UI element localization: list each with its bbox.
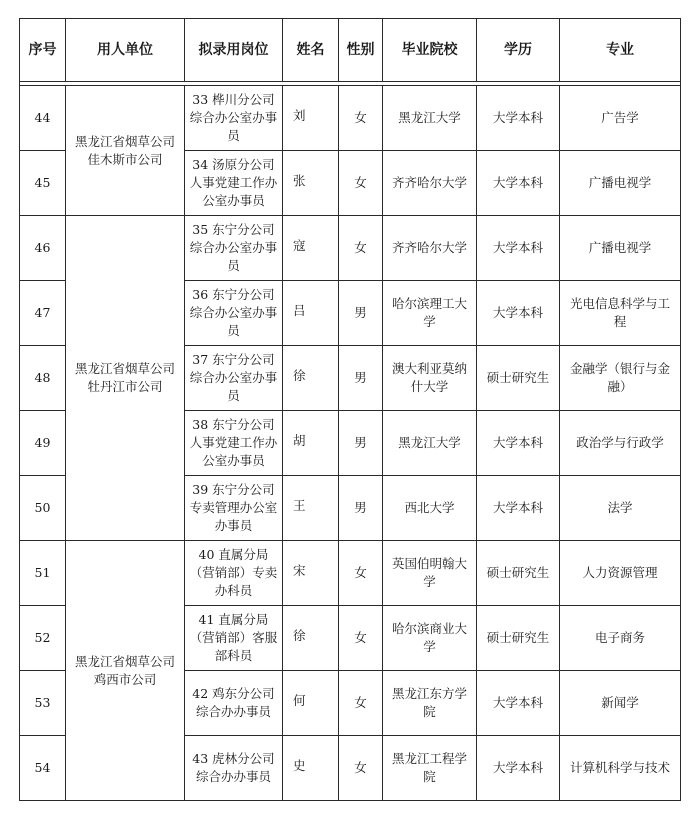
cell-gender: 女 [339,541,383,606]
cell-school: 齐齐哈尔大学 [383,216,477,281]
cell-name-text: 吕 [293,302,306,318]
cell-name-text: 胡 [293,432,306,448]
cell-name [283,606,339,671]
cell-no: 54 [20,736,66,801]
cell-name [283,476,339,541]
recruitment-table [19,18,681,801]
cell-position: 36 东宁分公司综合办公室办事员 [185,281,283,346]
cell-position: 41 直属分局（营销部）客服部科员 [185,606,283,671]
cell-degree: 大学本科 [477,216,560,281]
header-unit: 用人单位 [66,19,185,82]
cell-gender: 男 [339,411,383,476]
cell-name [283,736,339,801]
cell-no: 44 [20,86,66,151]
cell-degree: 大学本科 [477,281,560,346]
table-row [20,541,681,606]
cell-name [283,411,339,476]
cell-unit: 黑龙江省烟草公司鸡西市公司 [66,541,185,801]
cell-gender: 女 [339,216,383,281]
cell-major: 广告学 [560,86,681,151]
cell-position: 34 汤原分公司人事党建工作办公室办事员 [185,151,283,216]
cell-name-text: 寇 [293,237,306,253]
cell-no: 48 [20,346,66,411]
cell-position: 40 直属分局（营销部）专卖办科员 [185,541,283,606]
cell-gender: 男 [339,476,383,541]
recruitment-table-sheet [19,18,681,801]
cell-school: 黑龙江东方学院 [383,671,477,736]
cell-major: 金融学（银行与金融） [560,346,681,411]
cell-no: 46 [20,216,66,281]
cell-gender: 男 [339,346,383,411]
header-position: 拟录用岗位 [185,19,283,82]
cell-gender: 女 [339,736,383,801]
cell-degree: 大学本科 [477,671,560,736]
cell-no: 53 [20,671,66,736]
table-body [20,82,681,801]
cell-school: 齐齐哈尔大学 [383,151,477,216]
cell-position: 37 东宁分公司综合办公室办事员 [185,346,283,411]
cell-gender: 男 [339,281,383,346]
cell-no: 51 [20,541,66,606]
cell-name [283,346,339,411]
cell-major: 政治学与行政学 [560,411,681,476]
cell-name [283,216,339,281]
cell-degree: 大学本科 [477,151,560,216]
cell-degree: 硕士研究生 [477,541,560,606]
cell-major: 人力资源管理 [560,541,681,606]
cell-position: 38 东宁分公司人事党建工作办公室办事员 [185,411,283,476]
cell-gender: 女 [339,151,383,216]
cell-name-text: 宋 [293,562,306,578]
cell-name-text: 王 [293,497,306,513]
cell-major: 光电信息科学与工程 [560,281,681,346]
cell-position: 35 东宁分公司综合办公室办事员 [185,216,283,281]
cell-degree: 硕士研究生 [477,346,560,411]
header-degree: 学历 [477,19,560,82]
cell-unit: 黑龙江省烟草公司佳木斯市公司 [66,86,185,216]
table-header-row [20,19,681,82]
cell-school: 哈尔滨理工大学 [383,281,477,346]
cell-unit: 黑龙江省烟草公司牡丹江市公司 [66,216,185,541]
cell-degree: 大学本科 [477,86,560,151]
cell-school: 黑龙江大学 [383,86,477,151]
cell-school: 澳大利亚莫纳什大学 [383,346,477,411]
cell-name [283,541,339,606]
cell-major: 计算机科学与技术 [560,736,681,801]
cell-no: 52 [20,606,66,671]
cell-degree: 大学本科 [477,476,560,541]
cell-name [283,151,339,216]
cell-gender: 女 [339,671,383,736]
cell-school: 黑龙江大学 [383,411,477,476]
cell-position: 33 桦川分公司综合办公室办事员 [185,86,283,151]
cell-school: 西北大学 [383,476,477,541]
cell-name-text: 史 [293,757,306,773]
cell-position: 42 鸡东分公司综合办办事员 [185,671,283,736]
cell-major: 广播电视学 [560,216,681,281]
cell-name-text: 刘 [293,107,306,123]
header-name: 姓名 [283,19,339,82]
cell-no: 47 [20,281,66,346]
cell-name-text: 徐 [293,367,306,383]
cell-position: 43 虎林分公司综合办办事员 [185,736,283,801]
cell-no: 49 [20,411,66,476]
cell-position: 39 东宁分公司专卖管理办公室办事员 [185,476,283,541]
header-major: 专业 [560,19,681,82]
header-school: 毕业院校 [383,19,477,82]
cell-name [283,281,339,346]
cell-school: 哈尔滨商业大学 [383,606,477,671]
cell-name-text: 何 [293,692,306,708]
table-row [20,86,681,151]
cell-major: 法学 [560,476,681,541]
cell-name-text: 张 [293,172,306,188]
cell-major: 广播电视学 [560,151,681,216]
cell-gender: 女 [339,86,383,151]
cell-name-text: 徐 [293,627,306,643]
cell-no: 50 [20,476,66,541]
cell-no: 45 [20,151,66,216]
cell-major: 新闻学 [560,671,681,736]
cell-gender: 女 [339,606,383,671]
cell-name [283,86,339,151]
cell-name [283,671,339,736]
cell-major: 电子商务 [560,606,681,671]
cell-school: 黑龙江工程学院 [383,736,477,801]
cell-school: 英国伯明翰大学 [383,541,477,606]
cell-degree: 大学本科 [477,736,560,801]
header-no: 序号 [20,19,66,82]
cell-degree: 硕士研究生 [477,606,560,671]
header-gender: 性别 [339,19,383,82]
table-row [20,216,681,281]
cell-degree: 大学本科 [477,411,560,476]
